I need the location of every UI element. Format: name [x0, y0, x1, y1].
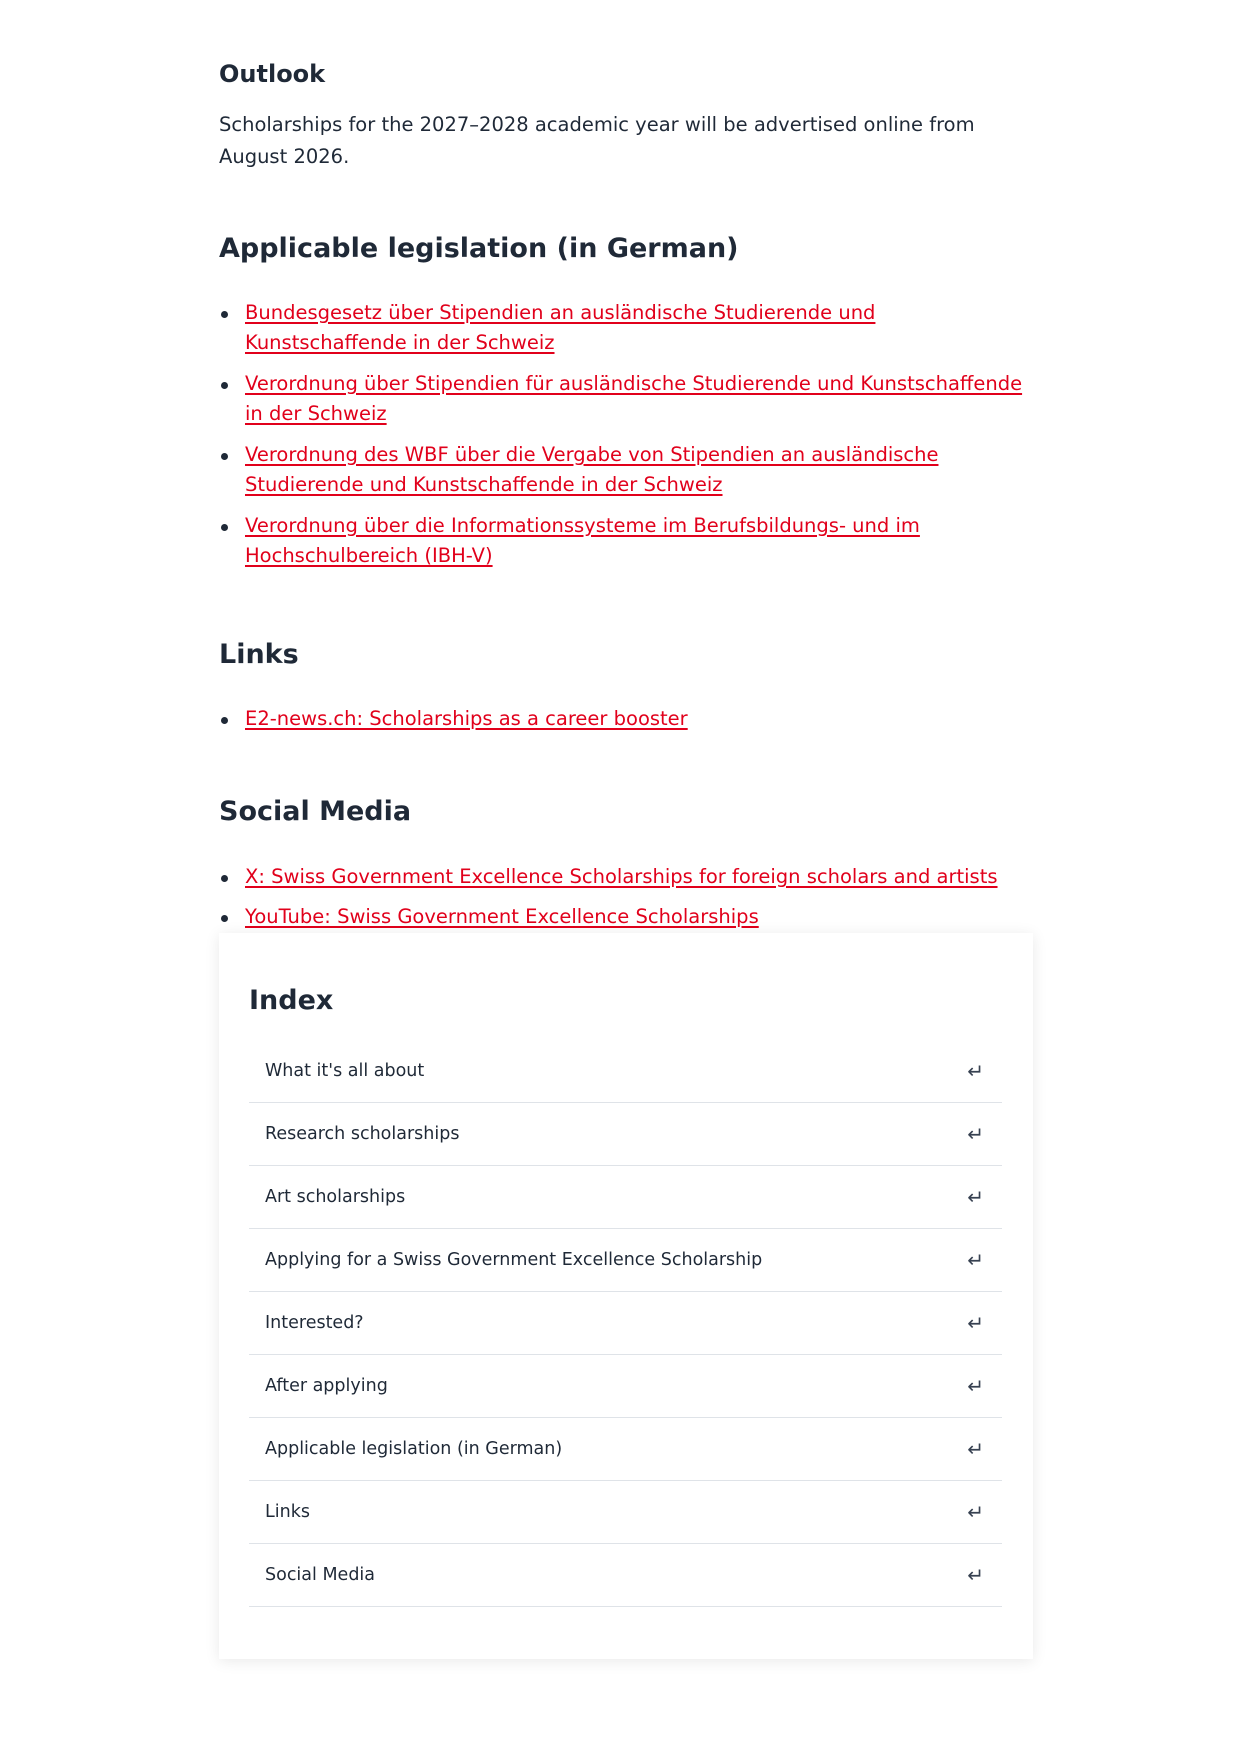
index-item-label: Links	[265, 1502, 310, 1522]
index-item[interactable]	[249, 1103, 1002, 1166]
index-item[interactable]	[249, 1292, 1002, 1355]
index-item[interactable]	[249, 1418, 1002, 1481]
links-heading: Links	[219, 639, 299, 670]
legislation-link[interactable]: Verordnung über die Informationssysteme im Berufsbildungs- und im Hochschulbereich (IBH-V)	[245, 514, 920, 567]
return-arrow-icon: ↵	[967, 1185, 984, 1209]
return-arrow-icon: ↵	[967, 1248, 984, 1272]
x-link[interactable]: X: Swiss Government Excellence Scholarships for foreign scholars and artists	[245, 865, 998, 888]
list-item	[219, 440, 1033, 500]
index-item-label: Applying for a Swiss Government Excellence Scholarship	[265, 1250, 763, 1270]
return-arrow-icon: ↵	[967, 1500, 984, 1524]
list-item	[219, 511, 1033, 571]
links-list	[219, 704, 1033, 745]
list-item	[219, 298, 1033, 358]
return-arrow-icon: ↵	[967, 1059, 984, 1083]
social-media-heading: Social Media	[219, 796, 412, 827]
outlook-heading: Outlook	[219, 60, 326, 88]
legislation-link[interactable]: Verordnung über Stipendien für ausländische Studierende und Kunstschaffende in der Schweiz	[245, 372, 1023, 425]
index-item-label: Interested?	[265, 1313, 364, 1333]
return-arrow-icon: ↵	[967, 1122, 984, 1146]
legislation-link[interactable]: Verordnung des WBF über die Vergabe von Stipendien an ausländische Studierende und Kunstschaffende in der Schweiz	[245, 443, 939, 496]
youtube-link[interactable]: YouTube: Swiss Government Excellence Scholarships	[245, 905, 759, 928]
index-item-label: After applying	[265, 1376, 388, 1396]
list-item	[219, 704, 1033, 734]
outlook-text: Scholarships for the 2027–2028 academic year will be advertised online from August 2026.	[219, 113, 975, 168]
index-item-label: Social Media	[265, 1565, 376, 1585]
index-item-label: What it's all about	[265, 1061, 425, 1081]
index-item-label: Applicable legislation (in German)	[265, 1439, 563, 1459]
legislation-link[interactable]: Bundesgesetz über Stipendien an ausländische Studierende und Kunstschaffende in der Schweiz	[245, 301, 876, 354]
index-item-label: Research scholarships	[265, 1124, 460, 1144]
index-item[interactable]	[249, 1544, 1002, 1607]
list-item	[219, 902, 1033, 932]
index-heading: Index	[249, 985, 334, 1016]
return-arrow-icon: ↵	[967, 1374, 984, 1398]
index-list	[249, 1040, 1002, 1607]
legislation-heading: Applicable legislation (in German)	[219, 233, 739, 264]
social-list	[219, 862, 1033, 943]
index-item[interactable]	[249, 1481, 1002, 1544]
list-item	[219, 862, 1033, 892]
return-arrow-icon: ↵	[967, 1563, 984, 1587]
list-item	[219, 369, 1033, 429]
return-arrow-icon: ↵	[967, 1311, 984, 1335]
index-item[interactable]	[249, 1229, 1002, 1292]
index-item[interactable]	[249, 1355, 1002, 1418]
legislation-list	[219, 298, 1033, 582]
index-card	[219, 933, 1033, 1659]
index-item-label: Art scholarships	[265, 1187, 406, 1207]
index-item[interactable]	[249, 1166, 1002, 1229]
return-arrow-icon: ↵	[967, 1437, 984, 1461]
e2-news-link[interactable]: E2-news.ch: Scholarships as a career booster	[245, 707, 688, 730]
index-item[interactable]	[249, 1040, 1002, 1103]
